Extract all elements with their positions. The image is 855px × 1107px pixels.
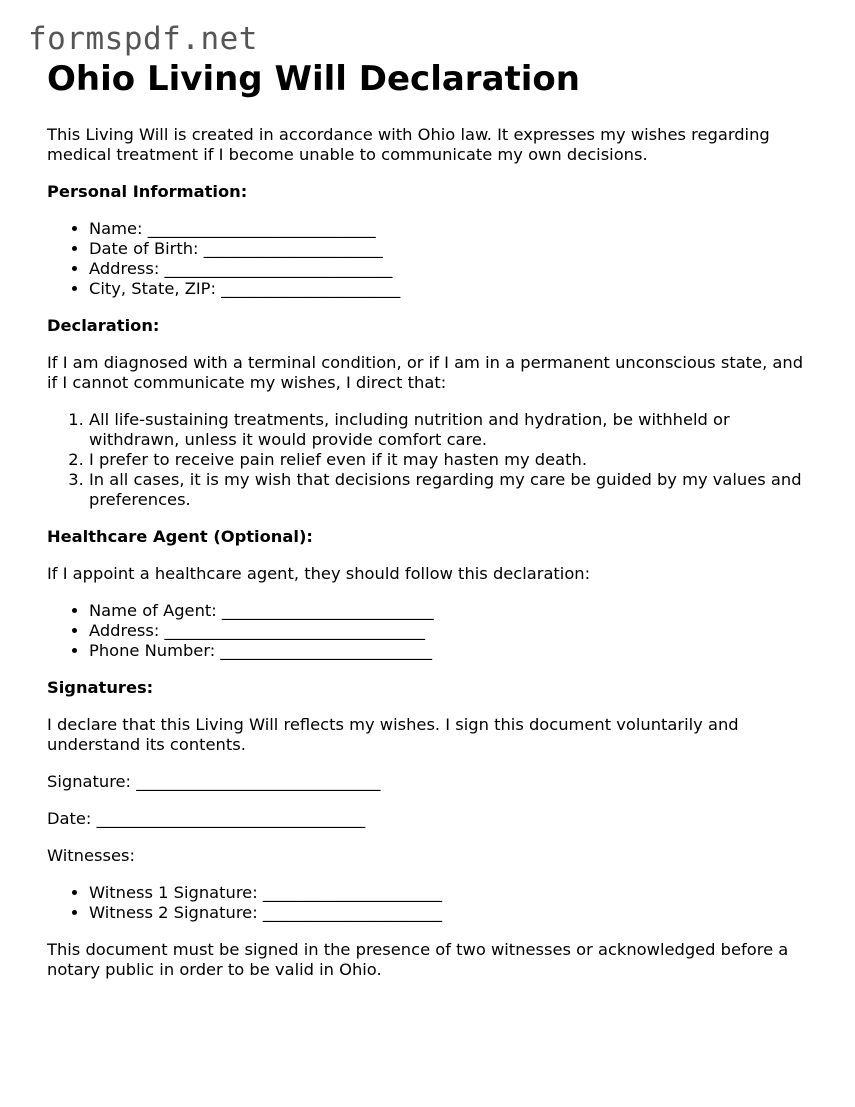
watermark: formspdf.net: [28, 21, 258, 57]
declaration-paragraph: If I am diagnosed with a terminal condition, or if I am in a permanent unconscious state, and if I cannot communicate my wishes, I direct that:: [47, 353, 804, 392]
closing-paragraph: This document must be signed in the presence of two witnesses or acknowledged before a notary public in order to be valid in Ohio.: [47, 940, 789, 979]
page-title: Ohio Living Will Declaration: [47, 59, 580, 99]
declaration-item: 3. In all cases, it is my wish that decisions regarding my care be guided by my values and preferences.: [89, 470, 817, 510]
declaration-heading: Declaration:: [47, 316, 160, 335]
personal-info-heading: Personal Information:: [47, 182, 248, 201]
intro-paragraph: This Living Will is created in accordance with Ohio law. It expresses my wishes regarding medical treatment if I become unable to communicate my own decisions.: [47, 125, 770, 164]
personal-info-list: [47, 219, 817, 299]
agent-phone-field[interactable]: • Phone Number: __________________________: [89, 641, 817, 661]
healthcare-agent-paragraph: If I appoint a healthcare agent, they should follow this declaration:: [47, 564, 591, 583]
declaration-item: 2. I prefer to receive pain relief even if it may hasten my death.: [89, 450, 817, 470]
witnesses-label: Witnesses:: [47, 846, 135, 865]
witness-1-signature-field[interactable]: • Witness 1 Signature: ______________________: [89, 883, 817, 903]
healthcare-agent-list: [47, 601, 817, 661]
signatures-paragraph: I declare that this Living Will reflects my wishes. I sign this document voluntarily and understand its contents.: [47, 715, 739, 754]
witnesses-list: [47, 883, 817, 923]
date-of-birth-field[interactable]: • Date of Birth: ______________________: [89, 239, 817, 259]
witness-2-signature-field[interactable]: • Witness 2 Signature: ______________________: [89, 903, 817, 923]
city-state-zip-field[interactable]: • City, State, ZIP: ______________________: [89, 279, 817, 299]
signatures-heading: Signatures:: [47, 678, 154, 697]
declaration-list: [47, 410, 817, 510]
address-field[interactable]: • Address: ____________________________: [89, 259, 817, 279]
agent-address-field[interactable]: • Address: ________________________________: [89, 621, 817, 641]
signature-field[interactable]: Signature: ______________________________: [47, 772, 381, 791]
document-body: [47, 58, 817, 997]
declaration-item: 1. All life-sustaining treatments, including nutrition and hydration, be withheld or withdrawn, unless it would provide comfort care.: [89, 410, 817, 450]
agent-name-field[interactable]: • Name of Agent: __________________________: [89, 601, 817, 621]
date-field[interactable]: Date: _________________________________: [47, 809, 366, 828]
healthcare-agent-heading: Healthcare Agent (Optional):: [47, 527, 313, 546]
name-field[interactable]: • Name: ____________________________: [89, 219, 817, 239]
